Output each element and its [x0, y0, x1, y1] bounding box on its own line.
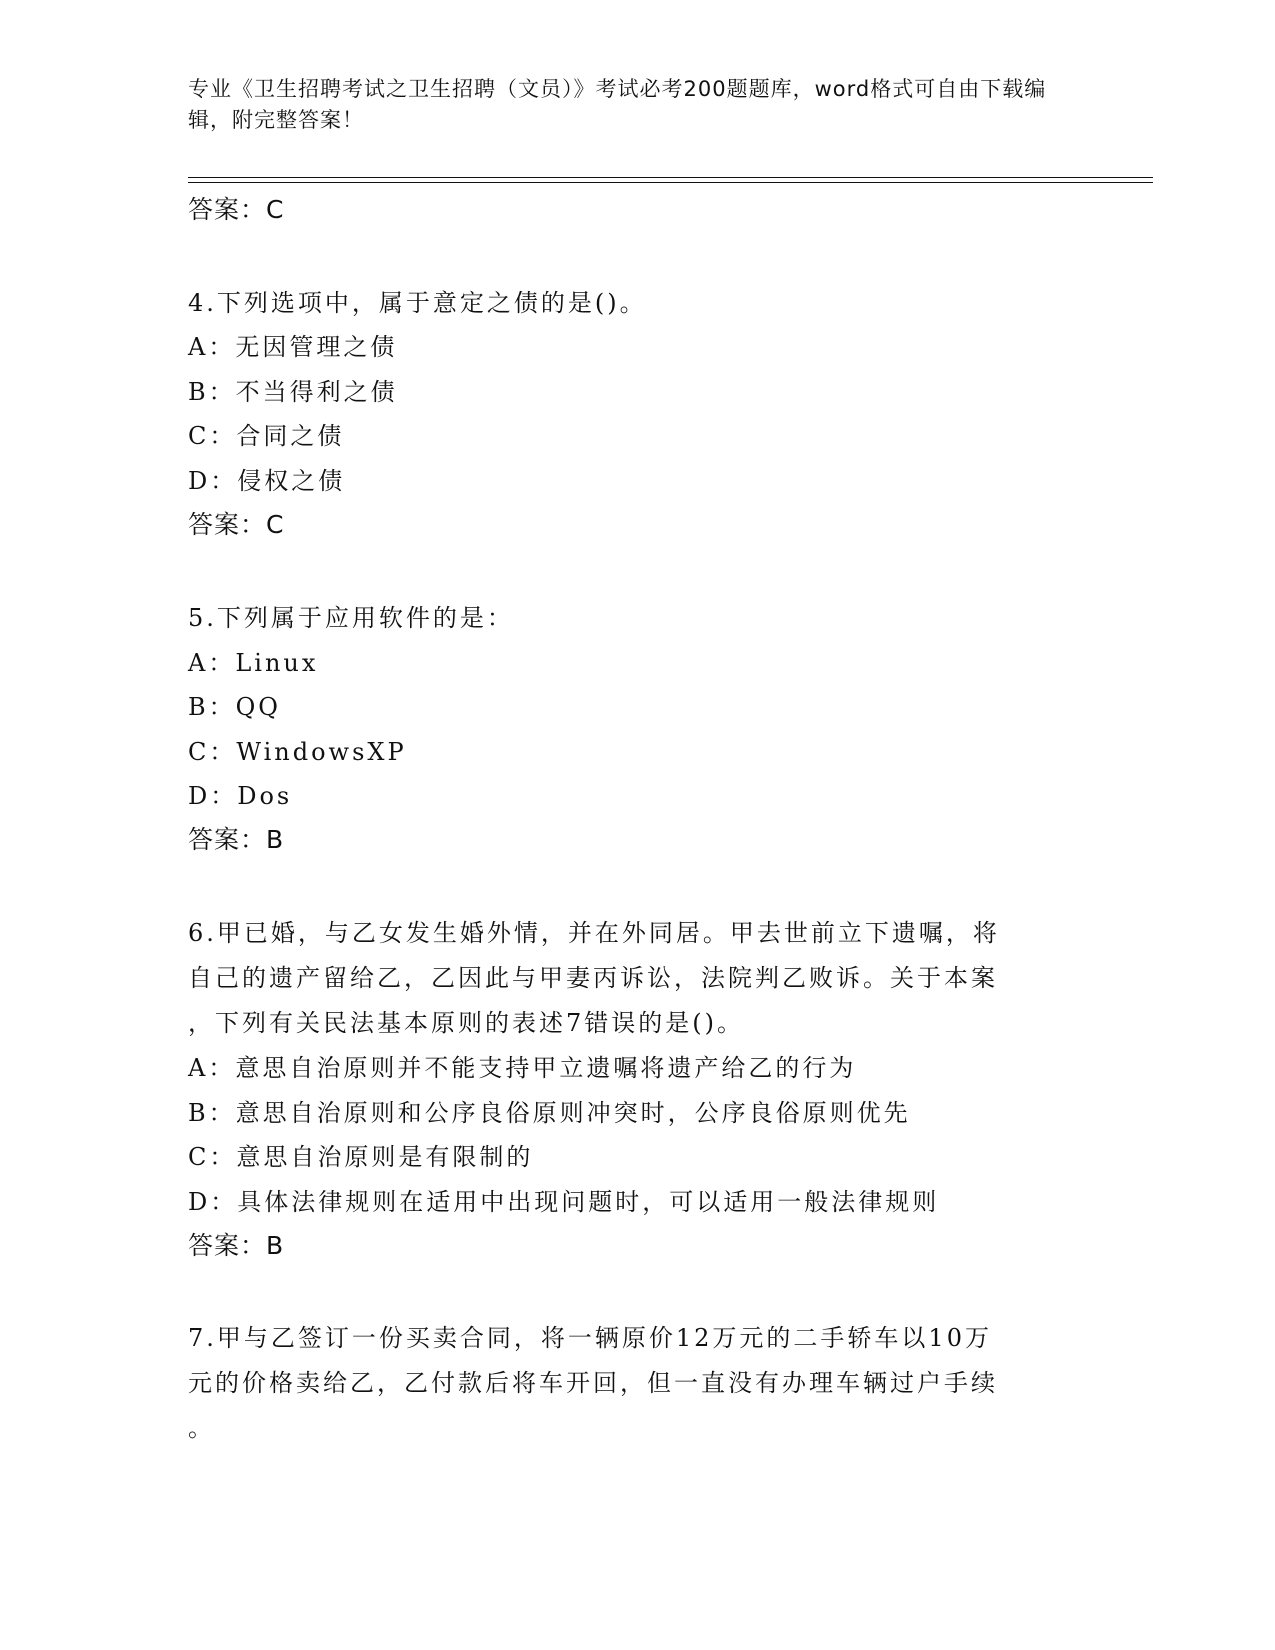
question-5-option-c: C：WindowsXP: [188, 738, 407, 766]
question-5-answer: 答案：B: [188, 825, 285, 854]
question-6-stem-line-3: ，下列有关民法基本原则的表述7错误的是()。: [188, 1009, 744, 1037]
question-6-option-c: C：意思自治原则是有限制的: [188, 1143, 534, 1171]
document-header: 专业《卫生招聘考试之卫生招聘（文员）》考试必考200题题库，word格式可自由下载编辑，附完整答案！: [188, 77, 1047, 132]
header-divider-top: [188, 177, 1153, 178]
question-4-option-d: D：侵权之债: [188, 467, 346, 495]
question-4-stem: 4.下列选项中，属于意定之债的是()。: [188, 289, 647, 317]
question-6-stem-line-1: 6.甲已婚，与乙女发生婚外情，并在外同居。甲去世前立下遗嘱，将: [188, 919, 1000, 947]
answer-line: 答案：C: [188, 195, 285, 224]
question-4-option-a: A：无因管理之债: [188, 333, 398, 361]
question-7-stem-line-2: 元的价格卖给乙，乙付款后将车开回，但一直没有办理车辆过户手续: [188, 1369, 998, 1397]
question-6-option-a: A：意思自治原则并不能支持甲立遗嘱将遗产给乙的行为: [188, 1054, 857, 1082]
header-divider-bottom: [188, 182, 1153, 183]
question-5-option-b: B：QQ: [188, 693, 281, 721]
question-7-stem-line-1: 7.甲与乙签订一份买卖合同，将一辆原价12万元的二手轿车以10万: [188, 1324, 992, 1352]
question-6-option-d: D：具体法律规则在适用中出现问题时，可以适用一般法律规则: [188, 1188, 940, 1216]
question-5-option-a: A：Linux: [188, 649, 319, 677]
question-4-answer: 答案：C: [188, 510, 285, 539]
question-6-answer: 答案：B: [188, 1231, 285, 1260]
question-5-stem: 5.下列属于应用软件的是：: [188, 604, 514, 632]
question-6-option-b: B：意思自治原则和公序良俗原则冲突时，公序良俗原则优先: [188, 1099, 911, 1127]
question-4-option-c: C：合同之债: [188, 422, 345, 450]
question-5-option-d: D：Dos: [188, 782, 293, 810]
question-4-option-b: B：不当得利之债: [188, 378, 398, 406]
question-7-stem-line-3: 。: [188, 1414, 215, 1442]
question-6-stem-line-2: 自己的遗产留给乙，乙因此与甲妻丙诉讼，法院判乙败诉。关于本案: [188, 964, 998, 992]
